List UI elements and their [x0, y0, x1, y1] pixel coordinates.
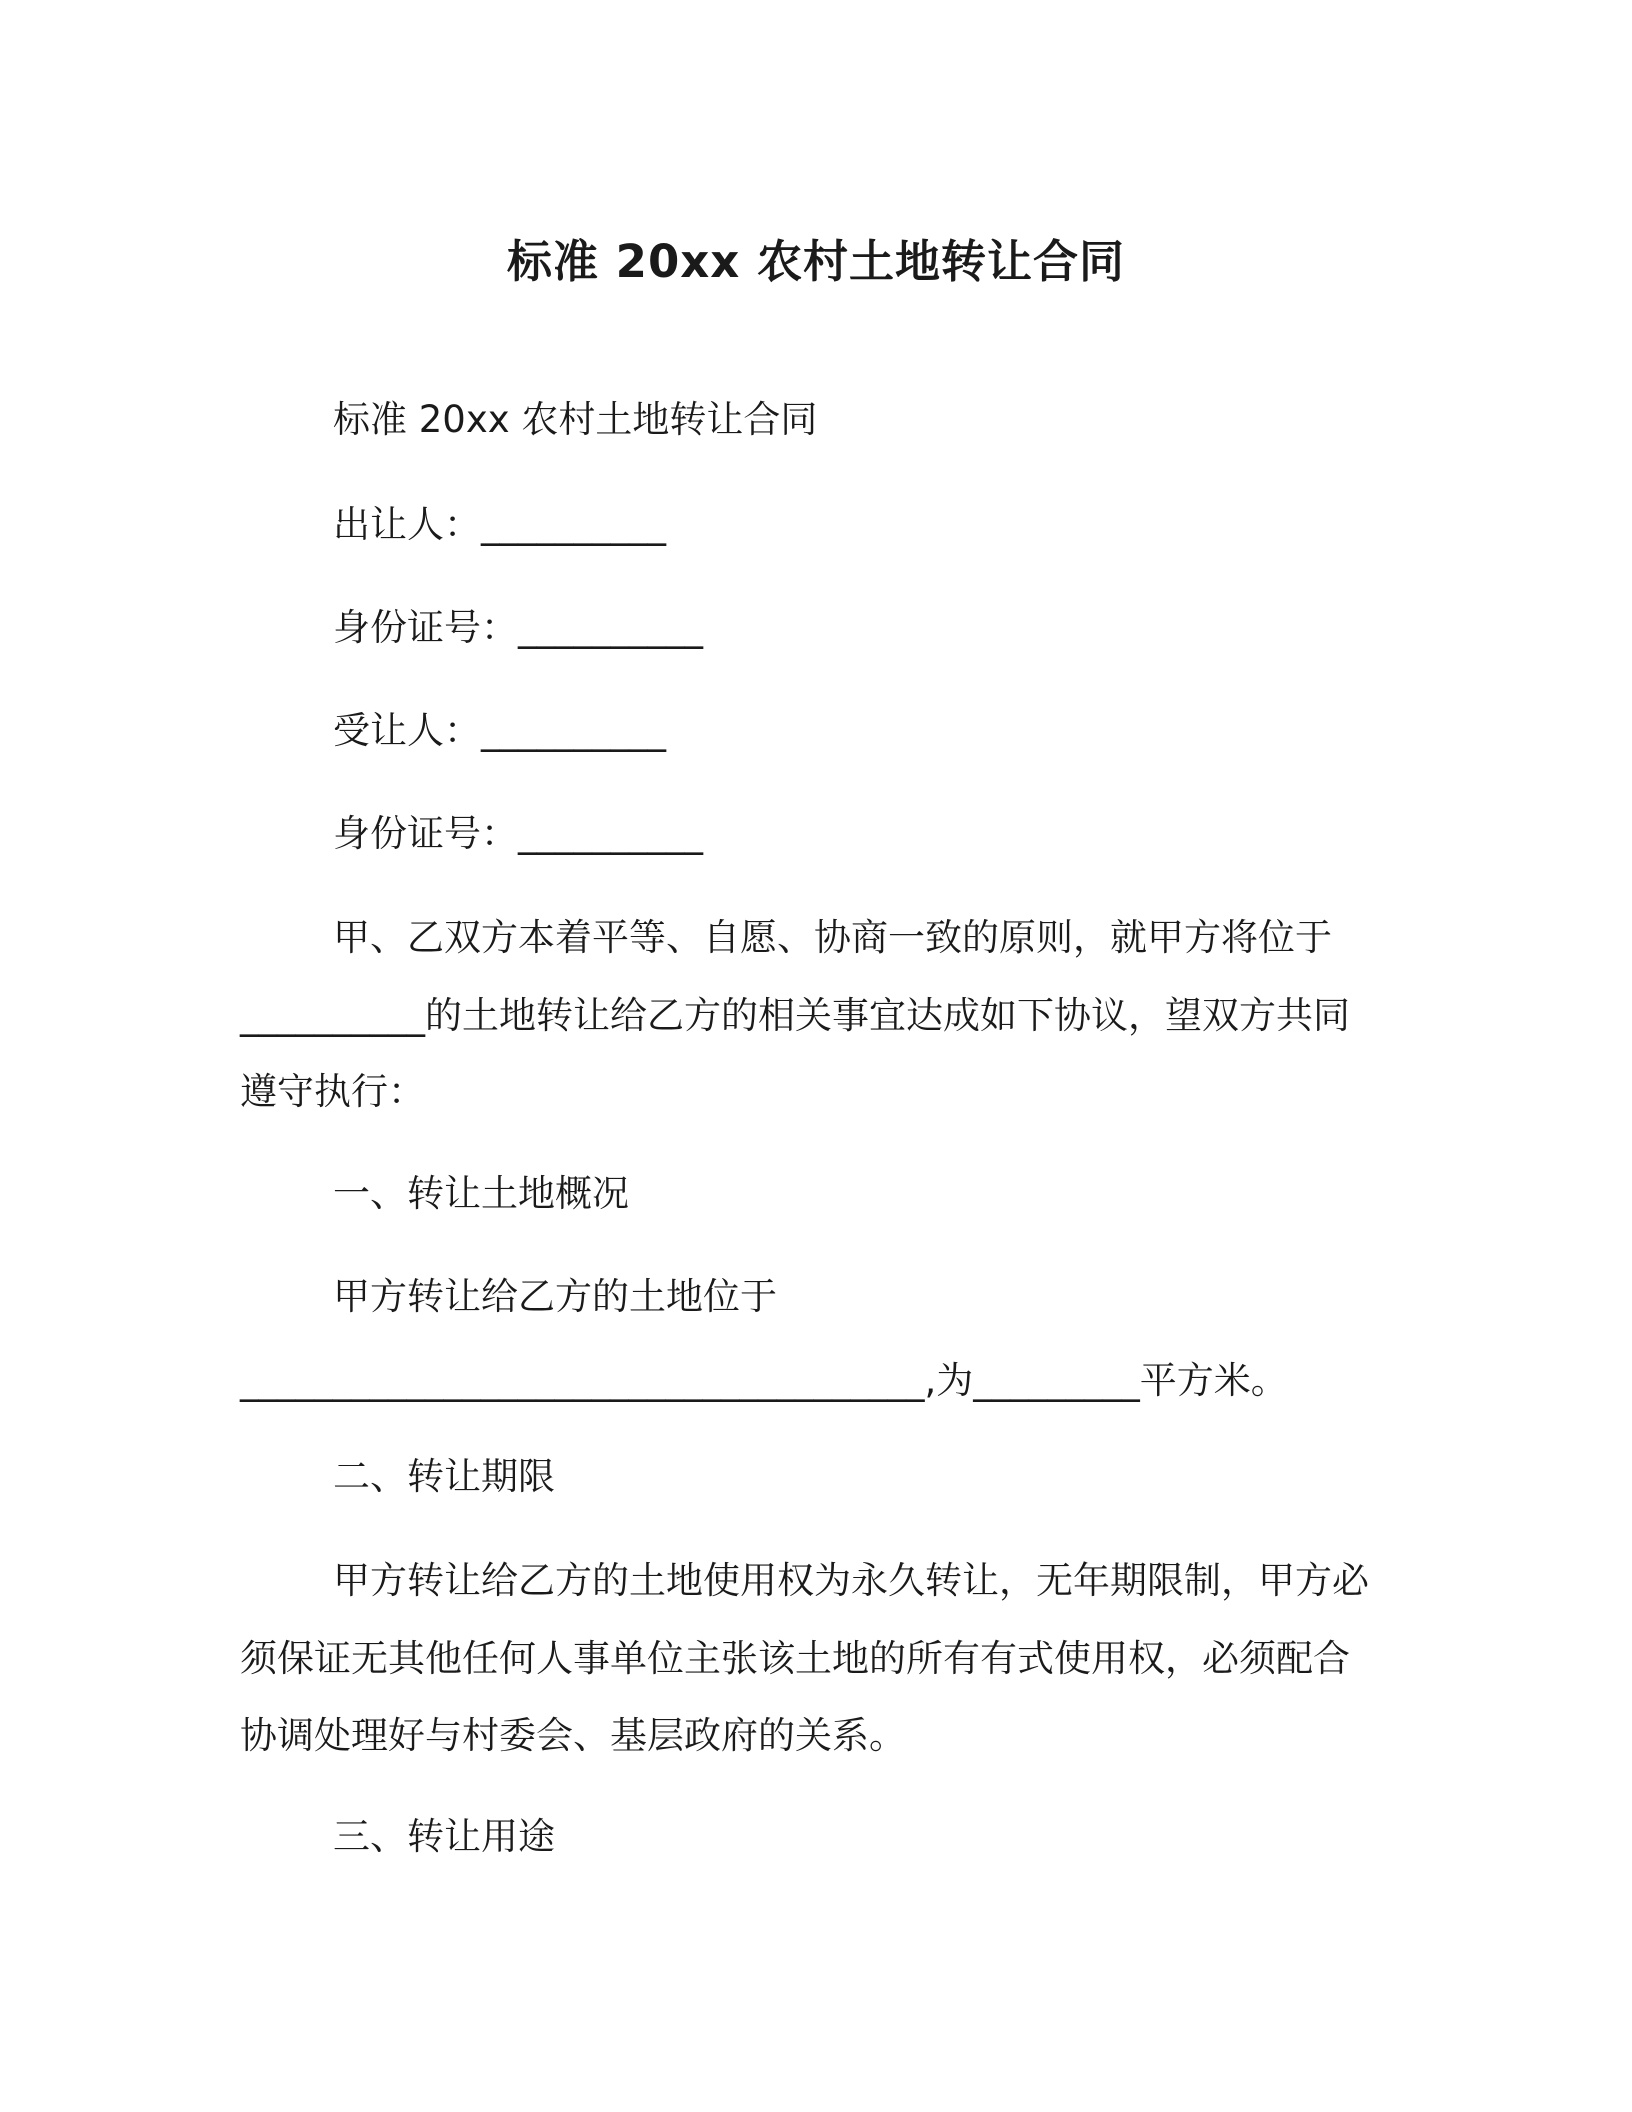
document-title: 标准 20xx 农村土地转让合同	[506, 235, 1125, 288]
section-3-heading: 三、转让用途	[333, 1815, 555, 1858]
intro-line-1: 甲、乙双方本着平等、自愿、协商一致的原则，就甲方将位于	[333, 916, 1332, 959]
intro-line-2: __________的土地转让给乙方的相关事宜达成如下协议，望双方共同	[240, 994, 1350, 1037]
section-1-line-2: _____________________________________,为_________平方米。	[240, 1359, 1288, 1402]
field-transferee: 受让人：__________	[333, 709, 666, 752]
section-2-line-2: 须保证无其他任何人事单位主张该土地的所有有式使用权，必须配合	[240, 1637, 1350, 1680]
document-subtitle: 标准 20xx 农村土地转让合同	[333, 398, 818, 441]
section-2-line-1: 甲方转让给乙方的土地使用权为永久转让，无年期限制，甲方必	[333, 1559, 1369, 1602]
field-transferee-id: 身份证号：__________	[333, 812, 703, 855]
section-2-heading: 二、转让期限	[333, 1455, 555, 1498]
section-2-line-3: 协调处理好与村委会、基层政府的关系。	[240, 1714, 906, 1757]
field-transferor-id: 身份证号：__________	[333, 606, 703, 649]
intro-line-3: 遵守执行：	[240, 1070, 425, 1113]
section-1-line-1: 甲方转让给乙方的土地位于	[333, 1275, 777, 1318]
field-transferor: 出让人：__________	[333, 503, 666, 546]
section-1-heading: 一、转让土地概况	[333, 1172, 629, 1215]
